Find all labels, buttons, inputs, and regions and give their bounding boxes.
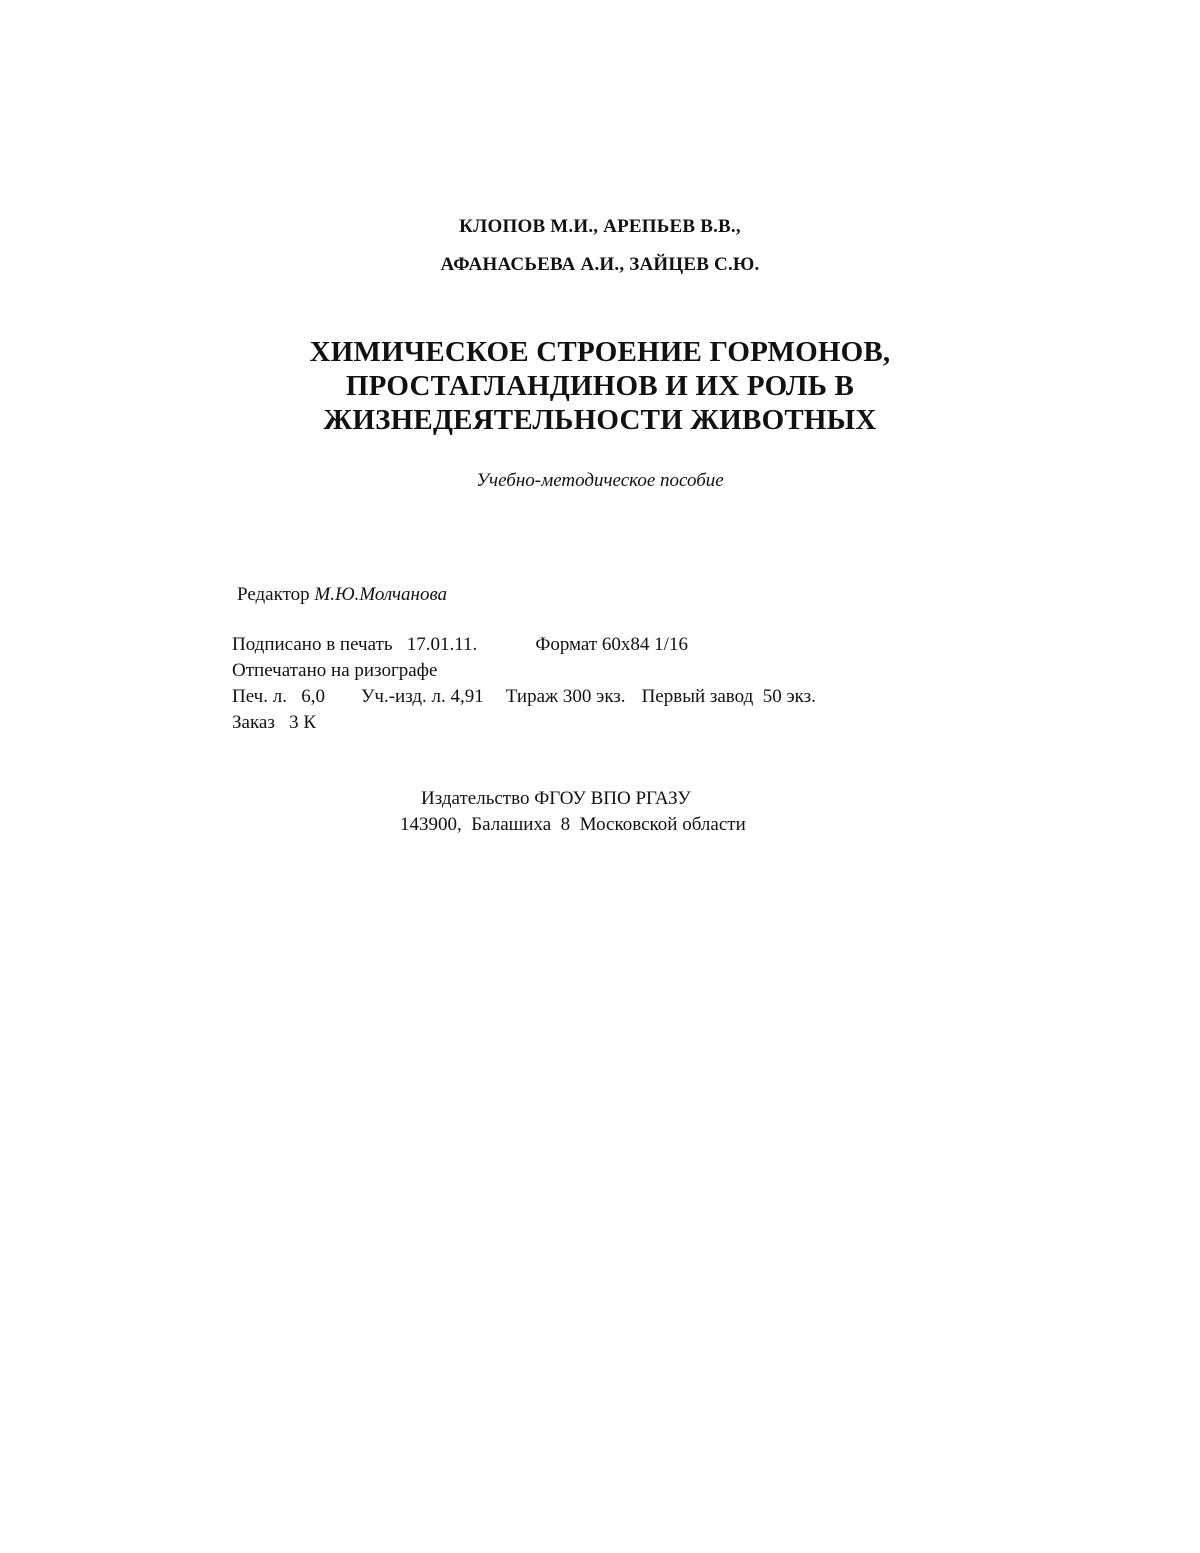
publisher-name: Издательство ФГОУ ВПО РГАЗУ xyxy=(421,788,691,809)
title-line-3: ЖИЗНЕДЕЯТЕЛЬНОСТИ ЖИВОТНЫХ xyxy=(323,404,877,436)
imprint-format: Формат 60х84 1/16 xyxy=(535,634,688,655)
editor-line xyxy=(237,584,447,606)
imprint-row-printed: Отпечатано на ризографе xyxy=(232,660,438,681)
imprint-circulation: Тираж 300 экз. xyxy=(505,686,626,707)
imprint-row-order: Заказ 3 К xyxy=(232,712,317,733)
imprint-first-run: Первый завод 50 экз. xyxy=(641,686,816,707)
imprint-row-signed xyxy=(232,634,688,656)
title-line-2: ПРОСТАГЛАНДИНОВ И ИХ РОЛЬ В xyxy=(345,370,855,402)
authors-line-2: АФАНАСЬЕВА А.И., ЗАЙЦЕВ С.Ю. xyxy=(440,254,760,275)
editor-label: Редактор xyxy=(237,584,315,605)
imprint-edition-sheets: Уч.-изд. л. 4,91 xyxy=(360,686,484,707)
title-line-1: ХИМИЧЕСКОЕ СТРОЕНИЕ ГОРМОНОВ, xyxy=(309,336,891,368)
imprint-signed: Подписано в печать 17.01.11. xyxy=(232,634,478,655)
imprint-sheets: Печ. л. 6,0 xyxy=(232,686,325,707)
document-subtitle: Учебно-методическое пособие xyxy=(476,470,724,491)
publisher-address: 143900, Балашиха 8 Московской области xyxy=(400,814,746,835)
authors-line-1: КЛОПОВ М.И., АРЕПЬЕВ В.В., xyxy=(459,216,741,237)
imprint-row-sheets xyxy=(232,686,816,708)
editor-name: М.Ю.Молчанова xyxy=(314,584,448,605)
